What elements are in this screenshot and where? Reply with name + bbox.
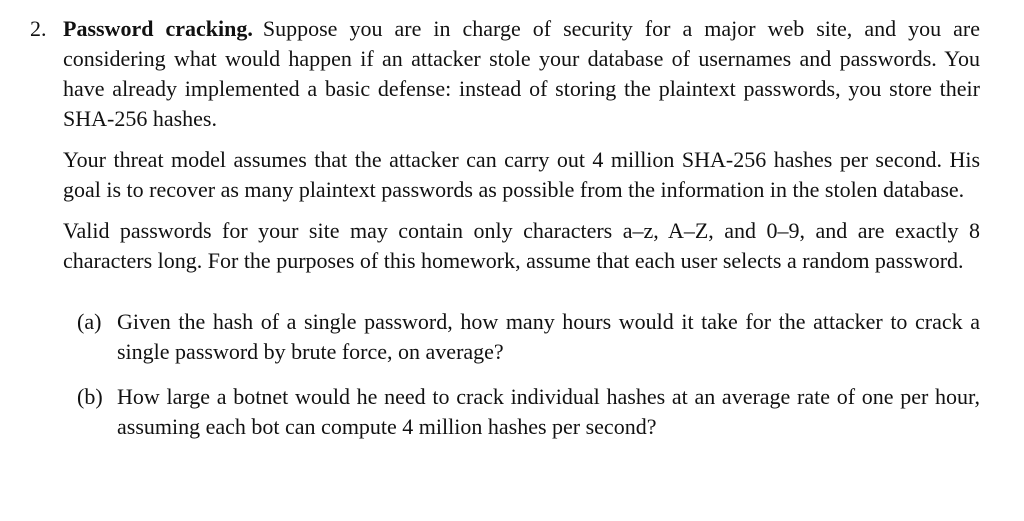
password-rules-paragraph: Valid passwords for your site may contain only characters a–z, A–Z, and 0–9, and are exactly 8 characters long. For the purposes of this homework, assume that each user selects a random password.: [63, 218, 980, 273]
subquestion-b: [77, 382, 980, 442]
subquestion-label: (b): [77, 384, 103, 409]
intro-text: Suppose you are in charge of security for a major web site, and you are considering what would happen if an attacker stole your database of usernames and passwords. You have already implemented a basic defense: instead of storing the plaintext passwords, you store their SHA-256 hashes.: [63, 16, 980, 131]
subquestion-text: Given the hash of a single password, how many hours would it take for the attacker to crack a single password by brute force, on average?: [117, 309, 980, 364]
problem-header: [30, 14, 980, 442]
problem-title: Password cracking.: [63, 16, 253, 41]
subquestion-label: (a): [77, 309, 102, 334]
threat-model-paragraph: Your threat model assumes that the attacker can carry out 4 million SHA-256 hashes per second. His goal is to recover as many plaintext passwords as possible from the information in the stolen database.: [63, 147, 980, 202]
problem-number: 2.: [30, 16, 47, 41]
subquestions: [77, 307, 980, 442]
problem-2: [30, 14, 980, 442]
intro-paragraph: [63, 14, 980, 134]
subquestion-text: How large a botnet would he need to crack individual hashes at an average rate of one per hour, assuming each bot can compute 4 million hashes per second?: [117, 384, 980, 439]
subquestion-a: [77, 307, 980, 367]
problem-body: [63, 14, 980, 442]
